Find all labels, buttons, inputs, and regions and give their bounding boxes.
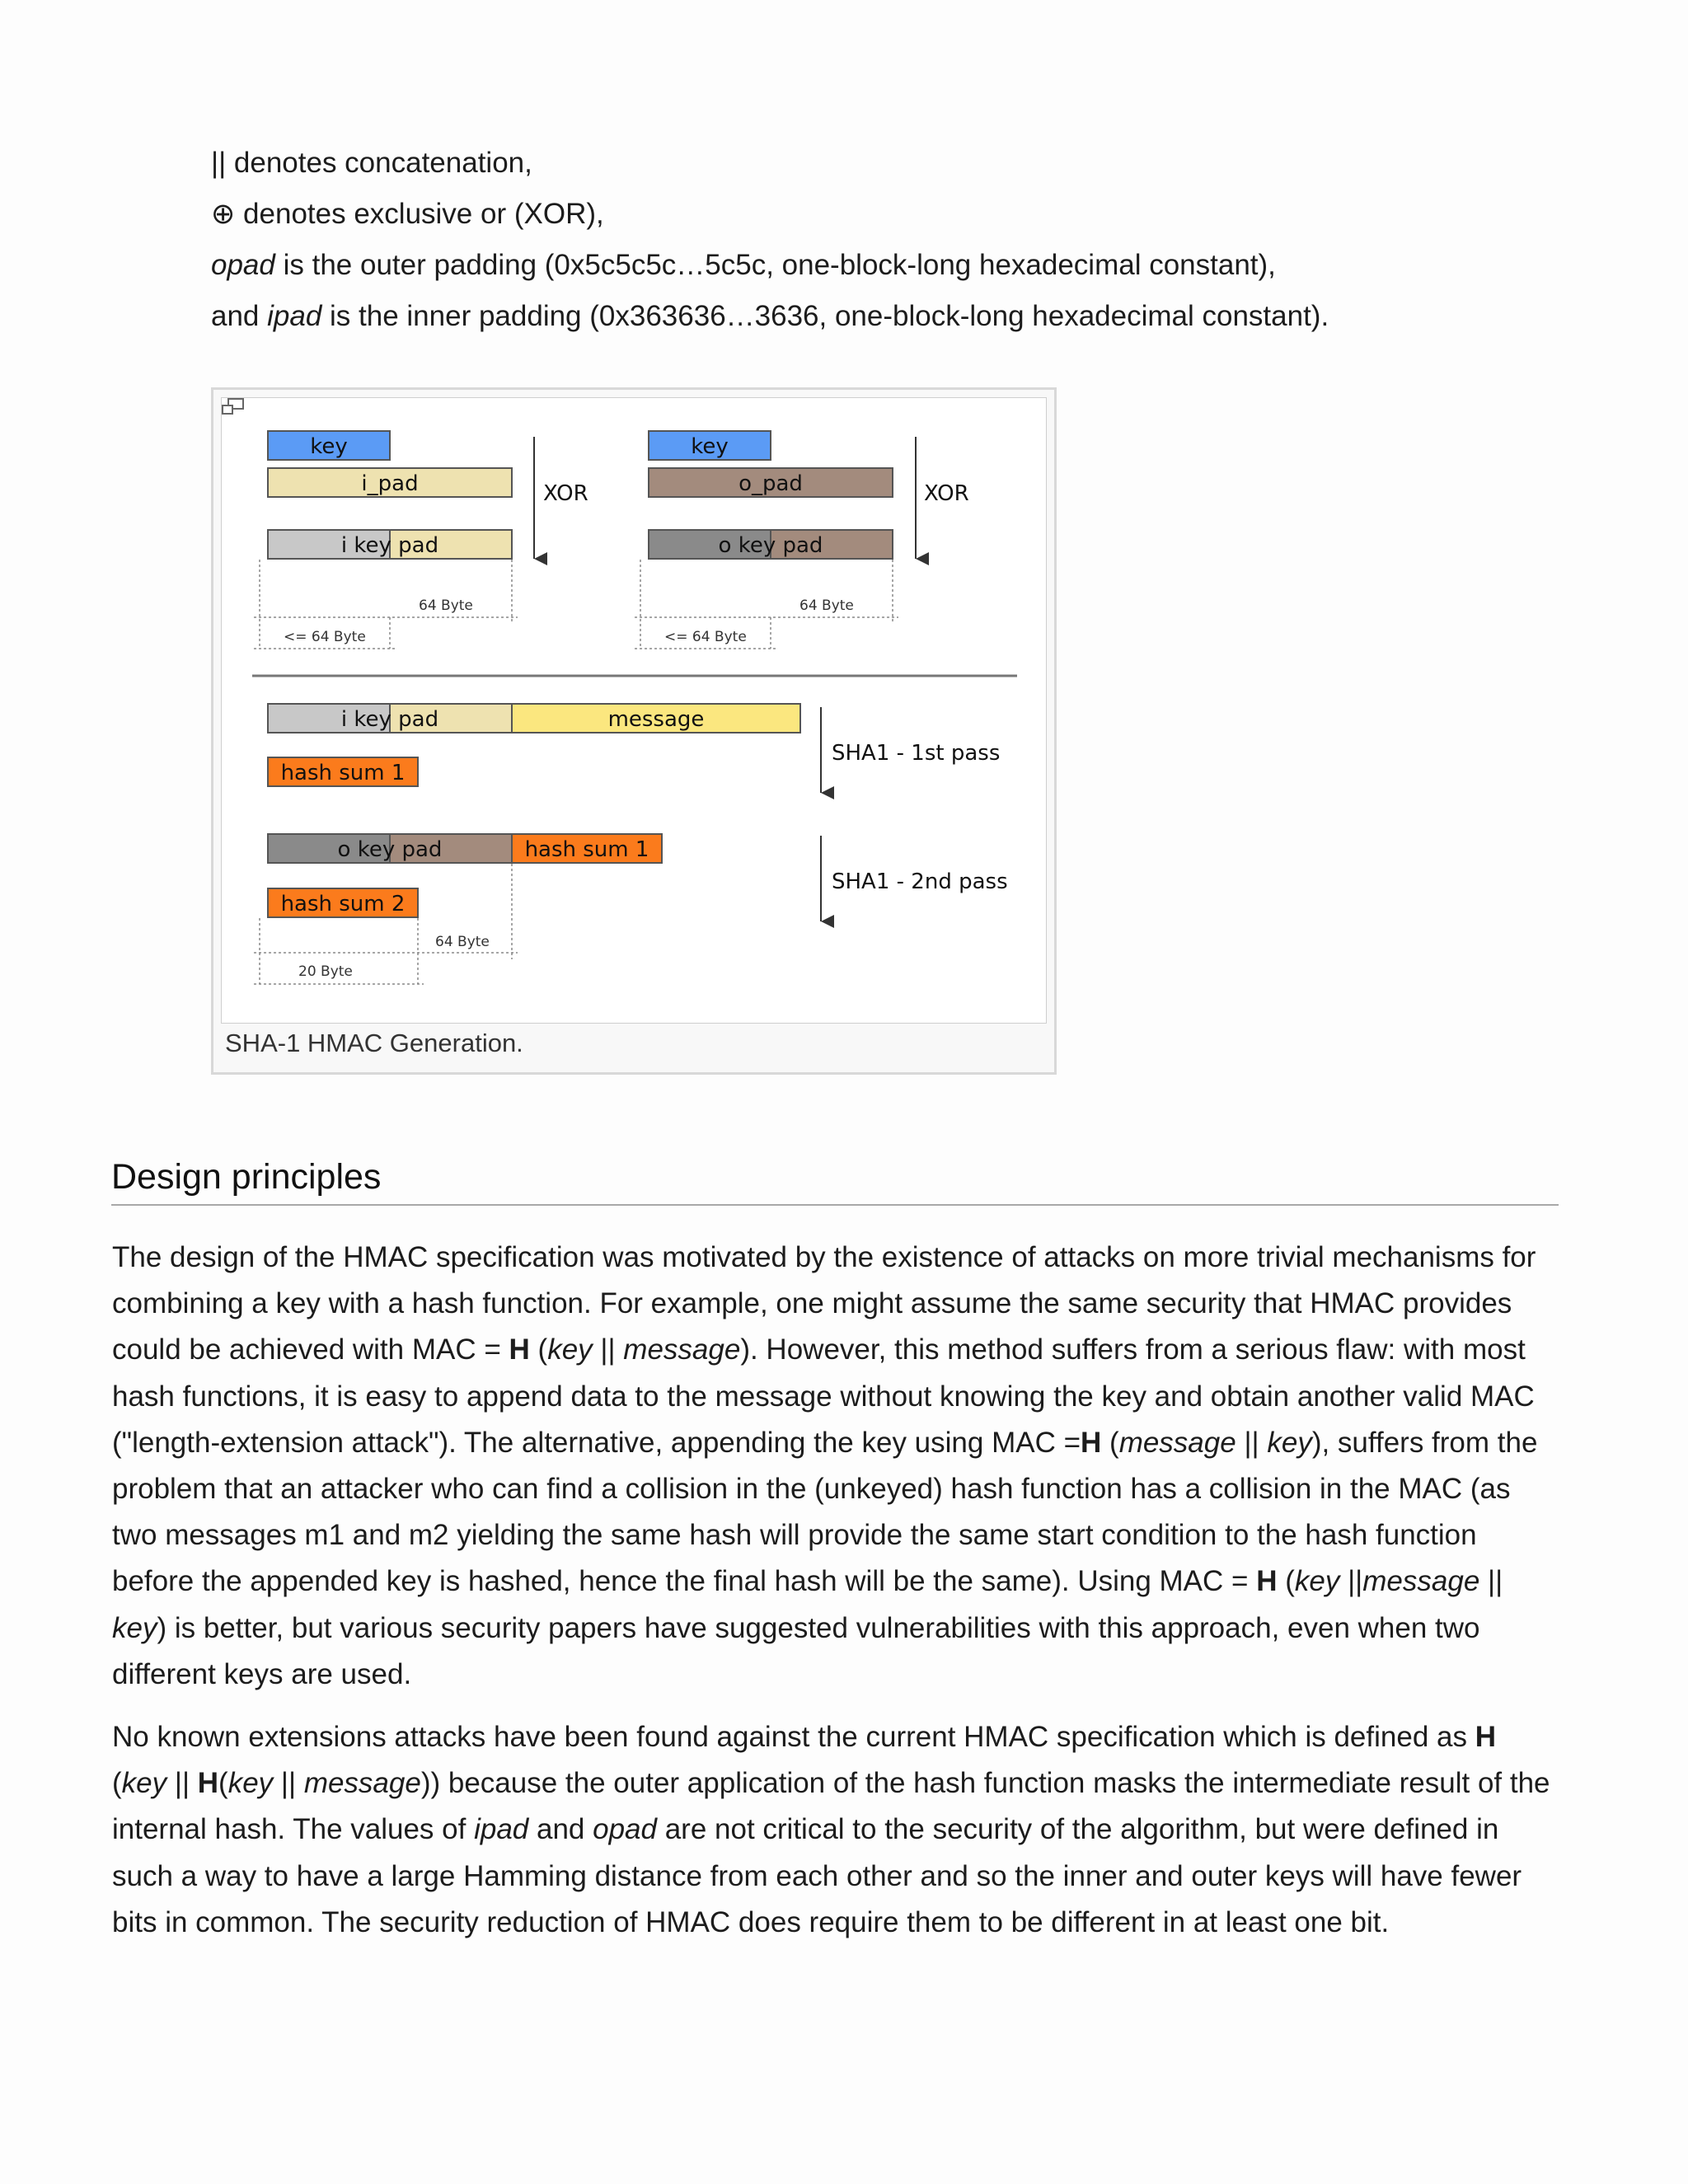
ipad-prefix: and <box>211 300 268 332</box>
figure-caption: SHA-1 HMAC Generation. <box>225 1029 523 1057</box>
p1-concat2: || <box>1236 1426 1268 1459</box>
p1-text-g: ). However, this method suffers from a serious flaw: with most hash functions, it is easy to append data to the message without knowing the key and obtain another valid MAC ("length-extension attack"). The alternative, appending the key using MAC = <box>112 1333 1535 1459</box>
p2-key2: key <box>227 1767 274 1800</box>
p2-text-k: )) because the outer application of the hash function masks the intermediate result of the internal hash. The values of <box>112 1767 1550 1846</box>
p1-concat4: || <box>1479 1565 1503 1598</box>
okeypad-label-top: o key pad <box>718 533 823 558</box>
p1-message1: message <box>623 1333 741 1366</box>
p1-text-u: ) is better, but various security papers have suggested vulnerabilities with this approach, even when two different keys are used. <box>112 1611 1480 1690</box>
p2-opad: opad <box>593 1813 657 1846</box>
pass2-label: SHA1 - 2nd pass <box>832 869 1008 894</box>
ipad-label: i_pad <box>361 471 419 496</box>
p1-h1: H <box>509 1333 530 1366</box>
le64-label-right: <= 64 Byte <box>664 629 747 645</box>
p2-text-m: and <box>528 1813 593 1846</box>
p1-text-m: ), suffers from the problem that an attacker who can find a collision in the (unkeyed) hash function has a collision in the MAC (as two messages m1 and m2 yielding the same hash will provide the same start condition to the hash function before the appended key is hashed, hence the final hash will be the same). Using MAC = <box>112 1426 1538 1598</box>
ikeypad-label-top: i key pad <box>340 533 439 558</box>
p2-concat2: || <box>273 1767 304 1800</box>
byte64-label-tl: 64 Byte <box>419 598 473 614</box>
p1-text-o: ( <box>1277 1565 1295 1598</box>
key-label-left: key <box>310 434 348 459</box>
p2-text-o: are not critical to the security of the algorithm, but were defined in such a way to have a large Hamming distance from each other and so the inner and outer keys will have fewer bits in common. The security reduction of HMAC does require them to be different in at least one bit. <box>112 1813 1522 1938</box>
ikeypad-label-pass1: i key pad <box>340 707 439 732</box>
p2-message: message <box>303 1767 421 1800</box>
p1-text-i: ( <box>1101 1426 1119 1459</box>
p2-key1: key <box>121 1767 167 1800</box>
p2-text-g: ( <box>218 1767 228 1800</box>
p1-key1: key <box>547 1333 593 1366</box>
byte64-label-tr: 64 Byte <box>799 598 854 614</box>
def-concatenation: || denotes concatenation, <box>211 147 532 179</box>
section-heading: Design principles <box>111 1157 1559 1206</box>
enlarge-icon[interactable] <box>221 397 246 417</box>
hash-sum-1-label: hash sum 1 <box>280 761 406 785</box>
def-ipad <box>211 299 1612 334</box>
def-opad <box>211 248 1612 283</box>
paragraph-1 <box>112 1235 1550 1698</box>
p1-message3: message <box>1362 1565 1480 1598</box>
p1-text-a: The design of the HMAC specification was motivated by the existence of attacks on more trivial mechanisms for combining a key with a hash function. For example, one might assume the same security that HMAC provides could be achieved with MAC = <box>112 1241 1536 1366</box>
xor-label-left: XOR <box>543 481 588 506</box>
le64-label-left: <= 64 Byte <box>284 629 366 645</box>
p1-concat3: || <box>1339 1565 1363 1598</box>
opad-term: opad <box>211 249 275 281</box>
pass1-label: SHA1 - 1st pass <box>832 741 1001 766</box>
paragraph-2 <box>112 1714 1550 1946</box>
byte64-label-bottom: 64 Byte <box>435 934 490 950</box>
p1-key3: key <box>1294 1565 1340 1598</box>
p2-text-c: ( <box>112 1767 122 1800</box>
opad-label: o_pad <box>738 471 803 496</box>
hash-sum-1-pass2-label: hash sum 1 <box>524 837 649 862</box>
opad-text: is the outer padding (0x5c5c5c…5c5c, one-block-long hexadecimal constant), <box>274 249 1276 281</box>
p1-key2: key <box>1267 1426 1312 1459</box>
p2-concat1: || <box>166 1767 198 1800</box>
p1-text-c: ( <box>529 1333 548 1366</box>
definitions <box>211 146 1612 350</box>
p2-h1: H <box>1475 1721 1496 1753</box>
ipad-term: ipad <box>267 300 322 332</box>
p2-h2: H <box>197 1767 219 1800</box>
p2-text-a: No known extensions attacks have been found against the current HMAC specification which is defined as <box>112 1721 1475 1753</box>
hmac-figure[interactable] <box>211 387 1057 1075</box>
key-label-right: key <box>691 434 729 459</box>
okeypad-label-pass2: o key pad <box>337 837 443 862</box>
def-xor: ⊕ denotes exclusive or (XOR), <box>211 198 604 230</box>
xor-label-right: XOR <box>924 481 969 506</box>
byte20-label: 20 Byte <box>298 963 353 980</box>
hash-sum-2-label: hash sum 2 <box>280 892 406 916</box>
message-label: message <box>607 707 705 732</box>
p1-h3: H <box>1256 1565 1278 1598</box>
hmac-diagram <box>221 397 1047 1024</box>
p1-concat1: || <box>592 1333 624 1366</box>
p1-key4: key <box>112 1611 157 1644</box>
p2-ipad: ipad <box>474 1813 529 1846</box>
ipad-text: is the inner padding (0x363636…3636, one-block-long hexadecimal constant). <box>321 300 1329 332</box>
p1-h2: H <box>1081 1426 1102 1459</box>
p1-message2: message <box>1118 1426 1236 1459</box>
